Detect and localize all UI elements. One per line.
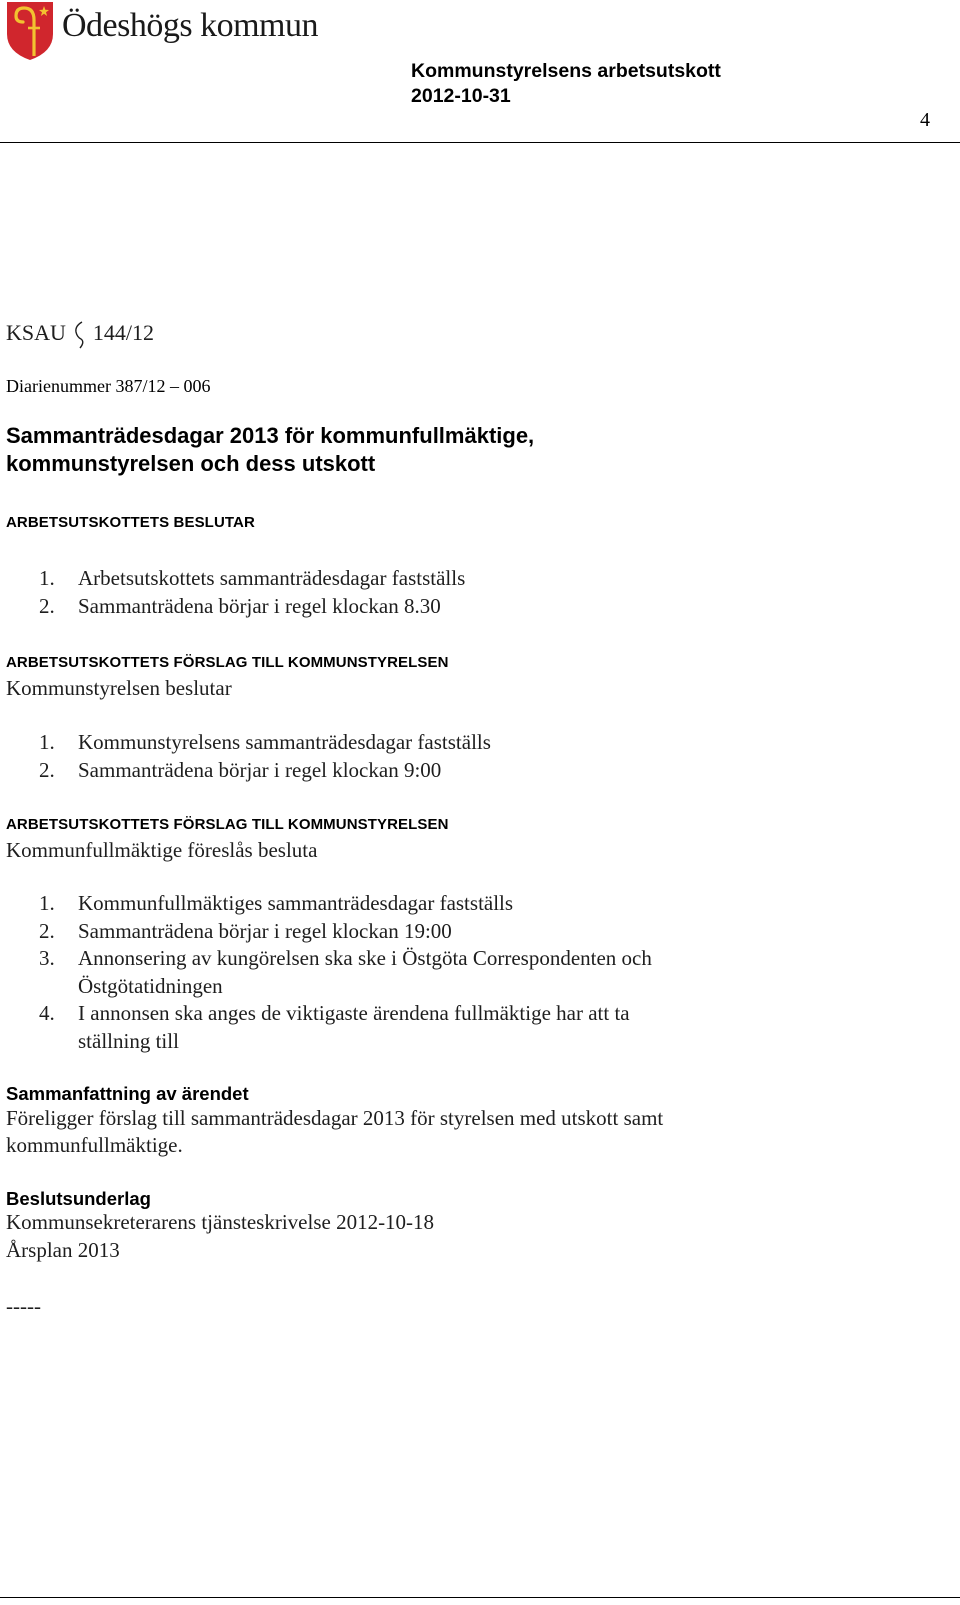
end-marker: ----- xyxy=(6,1294,41,1318)
case-number: 144/12 xyxy=(92,320,155,345)
case-number-line xyxy=(6,318,154,350)
footer-divider xyxy=(0,1597,960,1598)
page-number: 4 xyxy=(920,109,930,131)
proposal-kf-list xyxy=(39,890,652,1055)
summary-heading: Sammanfattning av ärendet xyxy=(6,1083,249,1104)
section-sign-icon xyxy=(71,320,87,350)
decision-list xyxy=(39,565,465,620)
list-item: 4. I annonsen ska anges de viktigaste ärendena fullmäktige har att ta ställning till xyxy=(39,1001,630,1053)
case-title-line-1: Sammanträdesdagar 2013 för kommunfullmäktige, xyxy=(6,423,535,448)
municipality-crest-logo xyxy=(4,0,56,62)
proposal-ks-heading: ARBETSUTSKOTTETS FÖRSLAG TILL KOMMUNSTYRELSEN xyxy=(6,654,449,671)
diary-number: Diarienummer 387/12 – 006 xyxy=(6,376,211,396)
proposal-ks-list xyxy=(39,729,491,784)
basis-heading: Beslutsunderlag xyxy=(6,1188,151,1209)
proposal-kf-heading: ARBETSUTSKOTTETS FÖRSLAG TILL KOMMUNSTYRELSEN xyxy=(6,816,449,833)
document-header-title: Kommunstyrelsens arbetsutskott xyxy=(411,60,721,82)
organization-name: Ödeshögs kommun xyxy=(62,7,318,44)
list-item: 1. Kommunfullmäktiges sammanträdesdagar fastställs xyxy=(39,891,514,915)
header-divider xyxy=(0,142,960,143)
list-item: 1. Kommunstyrelsens sammanträdesdagar fastställs xyxy=(39,730,491,754)
proposal-ks-intro: Kommunstyrelsen beslutar xyxy=(6,676,232,700)
case-prefix: KSAU xyxy=(6,320,66,345)
case-title-line-2: kommunstyrelsen och dess utskott xyxy=(6,451,376,476)
list-item: 2. Sammanträdena börjar i regel klockan 8.30 xyxy=(39,593,441,618)
summary-text-line-2: kommunfullmäktige. xyxy=(6,1133,183,1157)
basis-line-1: Kommunsekreterarens tjänsteskrivelse 2012-10-18 xyxy=(6,1210,435,1234)
list-item: 2. Sammanträdena börjar i regel klockan 9:00 xyxy=(39,757,442,782)
document-header-date: 2012-10-31 xyxy=(411,85,511,107)
summary-text-line-1: Föreligger förslag till sammanträdesdagar 2013 för styrelsen med utskott samt xyxy=(6,1106,664,1130)
list-item: 3. Annonsering av kungörelsen ska ske i Östgöta Correspondenten och Östgötatidningen xyxy=(39,946,652,998)
proposal-kf-intro: Kommunfullmäktige föreslås besluta xyxy=(6,838,318,862)
list-item: 1. Arbetsutskottets sammanträdesdagar fastställs xyxy=(39,566,466,590)
basis-line-2: Årsplan 2013 xyxy=(6,1238,120,1262)
decision-heading: ARBETSUTSKOTTETS BESLUTAR xyxy=(6,514,255,531)
list-item: 2. Sammanträdena börjar i regel klockan 19:00 xyxy=(39,918,452,943)
